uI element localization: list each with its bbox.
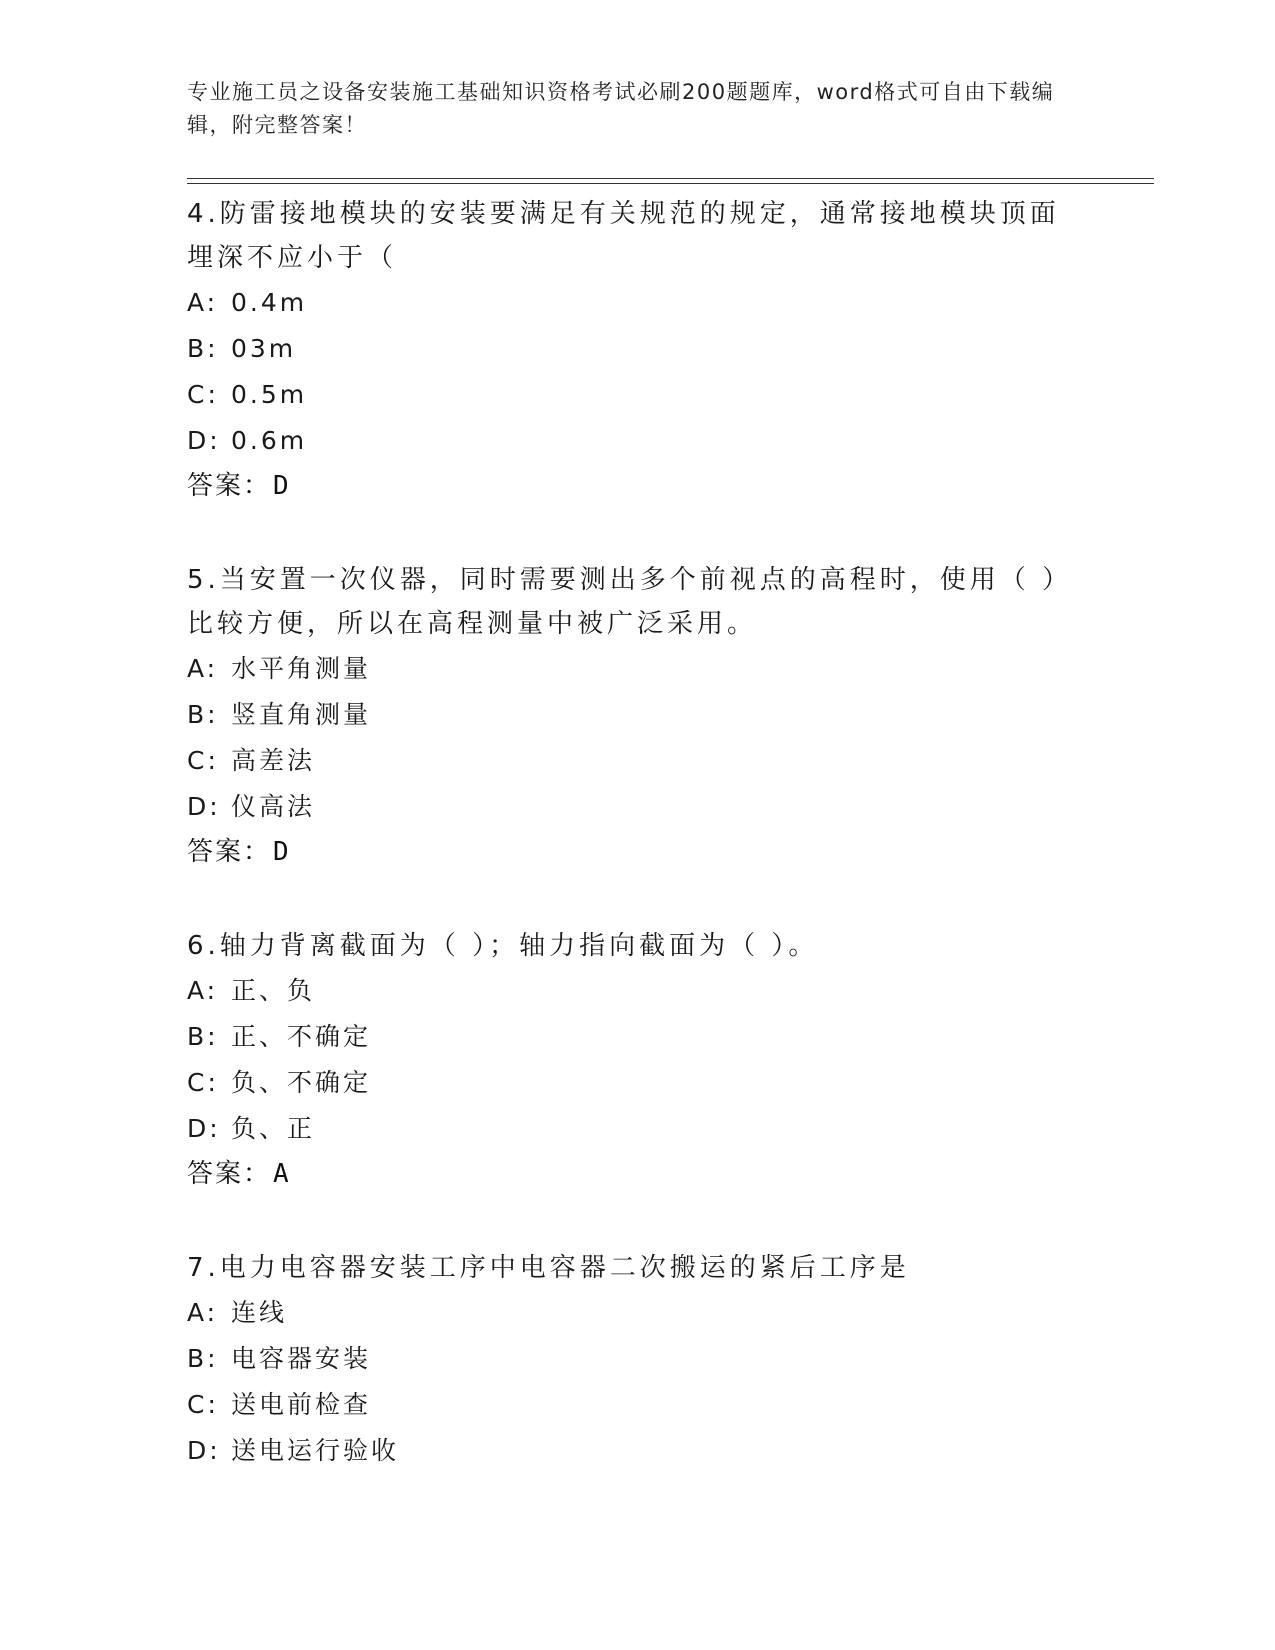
option-b bbox=[187, 1336, 1087, 1382]
header-divider-top bbox=[187, 178, 1154, 179]
question-text: 7.电力电容器安装工序中电容器二次搬运的紧后工序是 bbox=[187, 1253, 910, 1283]
option-text: 负、正 bbox=[231, 1114, 316, 1143]
option-text: 竖直角测量 bbox=[231, 700, 372, 729]
option-key: B: bbox=[187, 334, 219, 363]
option-a bbox=[187, 280, 1087, 326]
option-text: 水平角测量 bbox=[231, 654, 372, 683]
option-key: B: bbox=[187, 700, 219, 729]
option-d bbox=[187, 1428, 1087, 1474]
question-item bbox=[187, 1244, 1087, 1474]
option-c bbox=[187, 738, 1087, 784]
option-key: C: bbox=[187, 380, 219, 409]
header-divider-bottom bbox=[187, 183, 1154, 184]
option-d bbox=[187, 1106, 1087, 1152]
option-text: 正、不确定 bbox=[231, 1022, 372, 1051]
option-key: A: bbox=[187, 976, 219, 1005]
option-key: C: bbox=[187, 746, 219, 775]
question-text: 5.当安置一次仪器，同时需要测出多个前视点的高程时，使用（ ）比较方便，所以在高程测量中被广泛采用。 bbox=[187, 565, 1073, 639]
option-text: 负、不确定 bbox=[231, 1068, 372, 1097]
option-d bbox=[187, 784, 1087, 830]
option-text: 仪高法 bbox=[231, 792, 316, 821]
option-text: 送电前检查 bbox=[231, 1390, 372, 1419]
answer-value: A bbox=[273, 1159, 291, 1189]
question-item bbox=[187, 556, 1087, 874]
question-text: 6.轴力背离截面为（ ）；轴力指向截面为（ ）。 bbox=[187, 931, 819, 961]
option-d bbox=[187, 418, 1087, 464]
answer-value: D bbox=[273, 837, 291, 867]
option-text: 0.4m bbox=[231, 288, 308, 317]
question-text: 4.防雷接地模块的安装要满足有关规范的规定，通常接地模块顶面埋深不应小于（ bbox=[187, 199, 1060, 273]
answer-line bbox=[187, 464, 1087, 508]
option-text: 连线 bbox=[231, 1298, 288, 1327]
option-text: 送电运行验收 bbox=[231, 1436, 400, 1465]
option-key: D: bbox=[187, 1114, 221, 1143]
option-a bbox=[187, 646, 1087, 692]
answer-value: D bbox=[273, 471, 291, 501]
option-text: 电容器安装 bbox=[231, 1344, 372, 1373]
option-b bbox=[187, 326, 1087, 372]
option-text: 高差法 bbox=[231, 746, 316, 775]
option-text: 0.5m bbox=[231, 380, 308, 409]
option-key: A: bbox=[187, 288, 219, 317]
option-key: A: bbox=[187, 1298, 219, 1327]
option-text: 正、负 bbox=[231, 976, 316, 1005]
option-key: C: bbox=[187, 1068, 219, 1097]
option-a bbox=[187, 1290, 1087, 1336]
option-b bbox=[187, 692, 1087, 738]
option-text: 03m bbox=[231, 334, 297, 363]
option-c bbox=[187, 1382, 1087, 1428]
option-key: B: bbox=[187, 1344, 219, 1373]
option-text: 0.6m bbox=[231, 426, 308, 455]
option-key: A: bbox=[187, 654, 219, 683]
document-title: 专业施工员之设备安装施工基础知识资格考试必刷200题题库，word格式可自由下载编辑，附完整答案！ bbox=[187, 80, 1055, 137]
answer-label: 答案： bbox=[187, 471, 272, 501]
question-item bbox=[187, 190, 1087, 508]
answer-label: 答案： bbox=[187, 1159, 272, 1189]
option-key: D: bbox=[187, 792, 221, 821]
answer-label: 答案： bbox=[187, 837, 272, 867]
option-key: C: bbox=[187, 1390, 219, 1419]
option-b bbox=[187, 1014, 1087, 1060]
option-a bbox=[187, 968, 1087, 1014]
answer-line bbox=[187, 1152, 1087, 1196]
answer-line bbox=[187, 830, 1087, 874]
option-key: D: bbox=[187, 1436, 221, 1465]
option-c bbox=[187, 1060, 1087, 1106]
question-list bbox=[187, 190, 1087, 1522]
option-key: B: bbox=[187, 1022, 219, 1051]
question-item bbox=[187, 922, 1087, 1196]
option-c bbox=[187, 372, 1087, 418]
option-key: D: bbox=[187, 426, 221, 455]
